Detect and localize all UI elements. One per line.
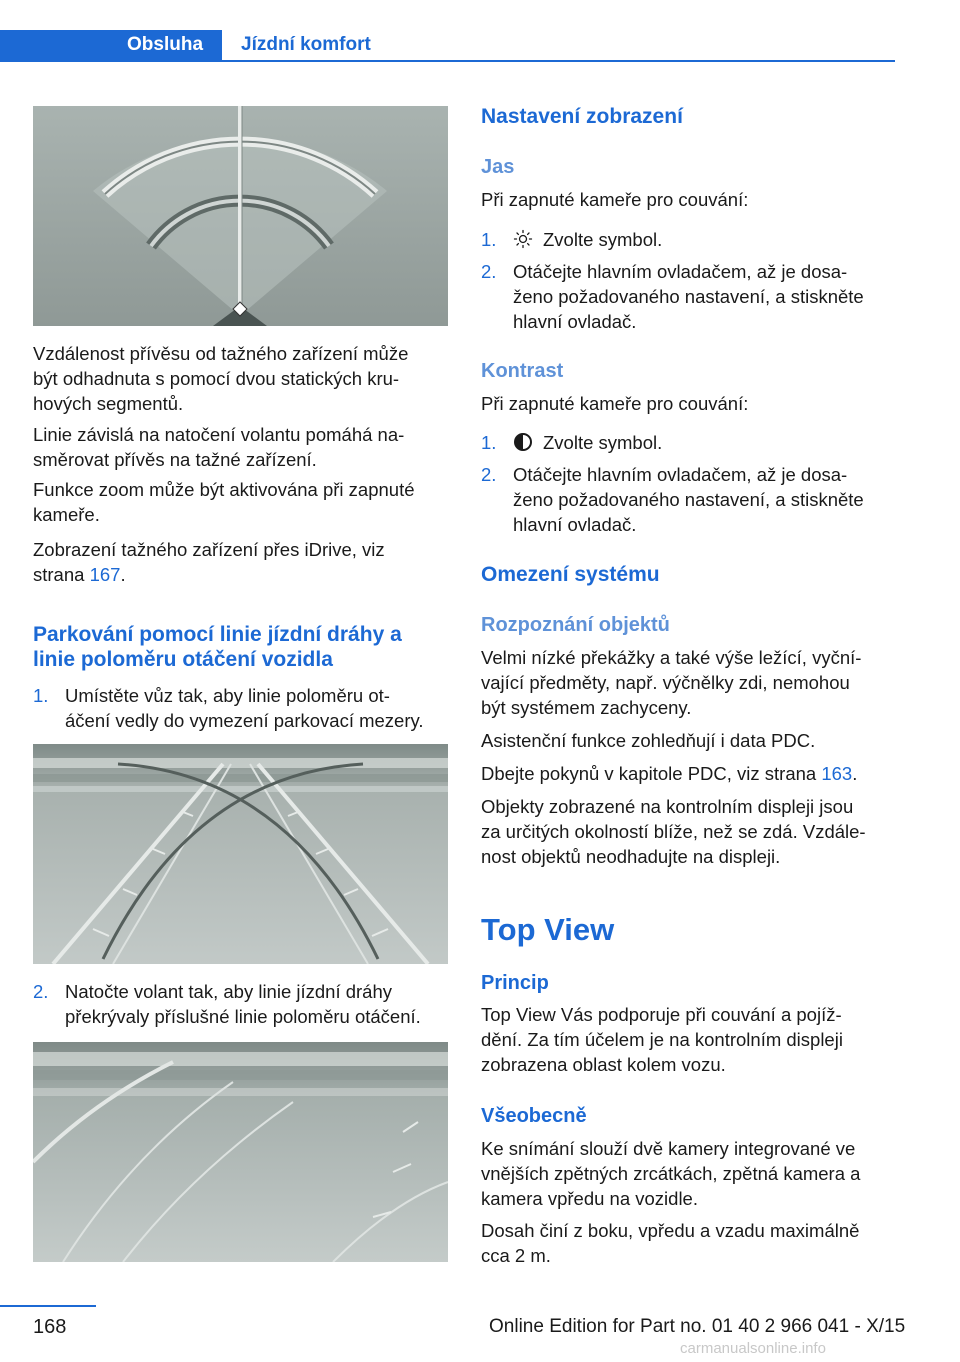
tab-jizdni-komfort[interactable]: Jízdní komfort [241,34,371,55]
paragraph-pdc-reference: Dbejte pokynů v kapitole PDC, viz strana 163. [481,763,858,784]
footer-rule [0,1305,96,1307]
step-text: Natočte volant tak, aby linie jízdní dráhy překrývaly příslušné linie poloměru otáčení. [65,981,421,1027]
step-text: Otáčejte hlavním ovladačem, až je dosa‐ ženo požadovaného nastavení, a stiskněte hlavní ovladač. [513,261,864,332]
paragraph-display-objects: Objekty zobrazené na kontrolním displeji jsou za určitých okolností blíže, než se zdá. Vzdále‐ nost objektů neodhadujte na displeji. [481,796,866,867]
step-text: Zvolte symbol. [543,229,663,250]
header-rule [0,60,895,62]
heading-contrast: Kontrast [481,360,564,382]
step-number: 2. [33,981,49,1002]
figure-overlapped-lines [33,1042,448,1262]
brightness-step-2 [481,259,896,334]
contrast-step-1 [481,430,896,455]
contrast-step-2 [481,462,896,537]
step-text: Zvolte symbol. [543,432,663,453]
contrast-icon[interactable] [513,432,533,452]
heading-display-settings: Nastavení zobrazení [481,105,683,128]
heading-general: Všeobecně [481,1105,587,1127]
page-link-163[interactable]: 163 [821,763,853,784]
brightness-icon[interactable] [513,229,533,249]
page-link-167[interactable]: 167 [89,564,121,585]
page-number: 168 [33,1316,67,1338]
step-number: 1. [33,685,49,706]
header-tab-bar [0,30,895,62]
paragraph-low-obstacles: Velmi nízké překážky a také výše ležící, vyční‐ vající předměty, např. výčnělky zdi, nemohou být systémem zachyceny. [481,647,862,718]
edition-note: Online Edition for Part no. 01 40 2 966 041 - X/15 [489,1316,906,1337]
heading-object-recognition: Rozpoznání objektů [481,614,670,636]
paragraph-idrive-reference: Zobrazení tažného zařízení přes iDrive, viz strana 167. [33,539,385,585]
contrast-intro: Při zapnuté kameře pro couvání: [481,393,749,414]
paragraph-range: Dosah činí z boku, vpředu a vzadu maximálně cca 2 m. [481,1220,860,1266]
paragraph-zoom: Funkce zoom může být aktivována při zapnuté kameře. [33,479,415,525]
paragraph-steering-line: Linie závislá na natočení volantu pomáhá na‐ směrovat přívěs na tažné zařízení. [33,424,405,470]
paragraph-pdc-data: Asistenční funkce zohledňují i data PDC. [481,730,816,751]
paragraph-distance-estimate: Vzdálenost přívěsu od tažného zařízení může být odhadnuta s pomocí dvou statických kru‐ hových segmentů. [33,343,409,414]
step-number: 1. [481,432,497,453]
heading-principle: Princip [481,972,549,994]
paragraph-cameras: Ke snímání slouží dvě kamery integrované ve vnějších zpětných zrcátkách, zpětná kamera a kamera vpředu na vozidle. [481,1138,861,1209]
heading-parking-lines: Parkování pomocí linie jízdní dráhy a linie poloměru otáčení vozidla [33,623,402,671]
brightness-intro: Při zapnuté kameře pro couvání: [481,189,749,210]
heading-top-view: Top View [481,912,615,947]
brightness-step-1 [481,227,896,252]
figure-parking-lanes [33,744,448,964]
heading-system-limits: Omezení systému [481,563,660,586]
step-text: Otáčejte hlavním ovladačem, až je dosa‐ ženo požadovaného nastavení, a stiskněte hlavní ovladač. [513,464,864,535]
figure-trailer-hitch-view [33,106,448,326]
step-2-steer [33,979,448,1029]
step-number: 2. [481,261,497,282]
watermark: carmanualsonline.info [680,1340,826,1357]
step-text: Umístěte vůz tak, aby linie poloměru ot‐ áčení vedly do vymezení parkovací mezery. [65,685,424,731]
tab-obsluha[interactable]: Obsluha [0,30,222,60]
step-number: 2. [481,464,497,485]
heading-brightness: Jas [481,156,515,178]
step-1-position-car [33,683,448,733]
paragraph-principle: Top View Vás podporuje při couvání a pojíž‐ dění. Za tím účelem je na kontrolním displeji zobrazena oblast kolem vozu. [481,1004,843,1075]
step-number: 1. [481,229,497,250]
